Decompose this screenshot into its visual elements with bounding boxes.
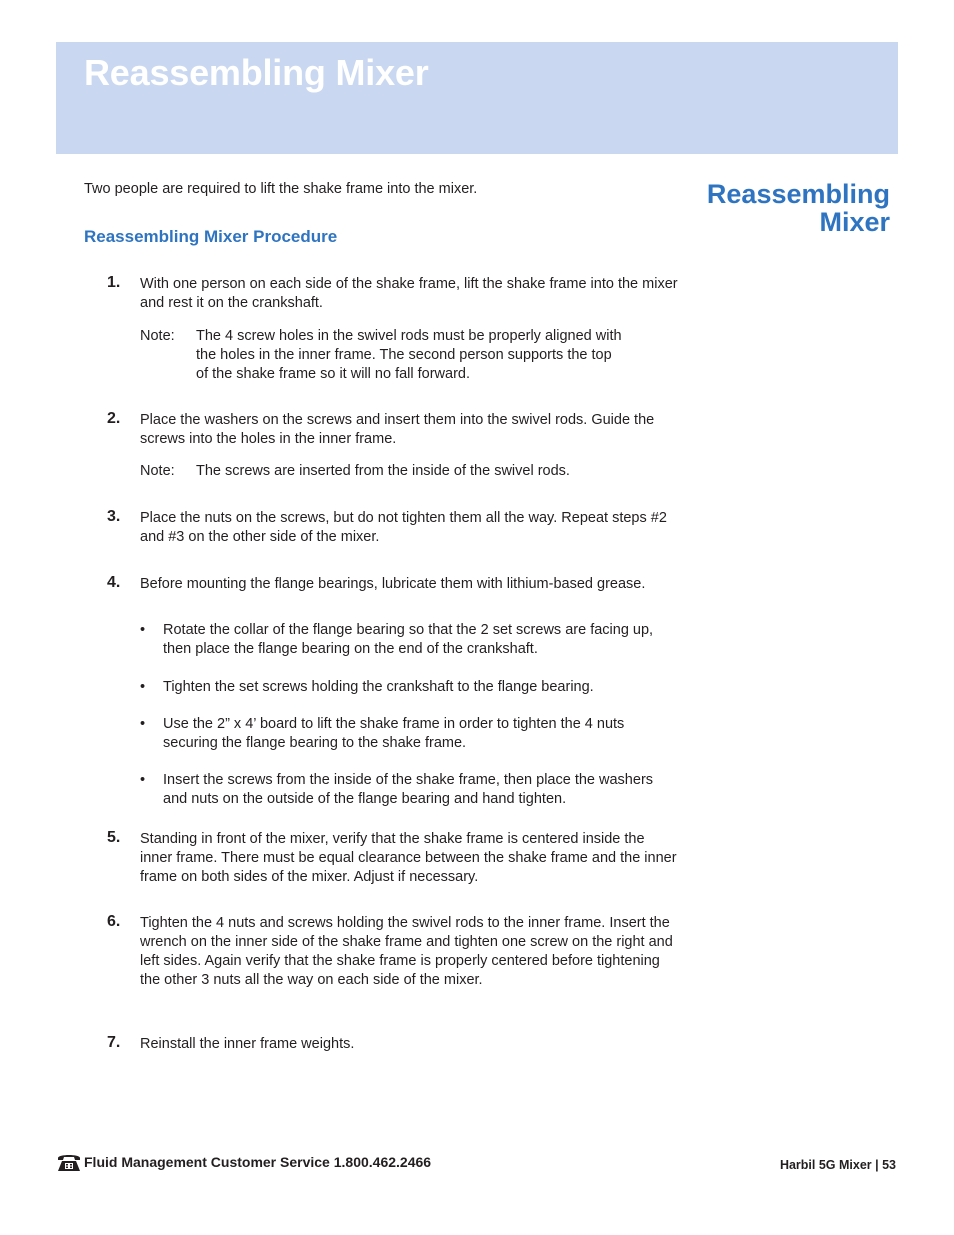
step-text: Tighten the 4 nuts and screws holding the swivel rods to the inner frame. Insert the wrench on the inner side of the shake frame and tighten one screw on the right and left sides. Again verify that the shake frame is properly centered before tightening the other 3 nuts all the way on each side of the mixer. [140, 915, 673, 988]
step-text: Reinstall the inner frame weights. [140, 1036, 355, 1052]
step-text: Before mounting the flange bearings, lubricate them with lithium-based grease. [140, 576, 646, 592]
note-text: The 4 screw holes in the swivel rods must be properly aligned with the holes in the inner frame. The second person supports the top of the shake frame so it will no fall forward. [196, 328, 622, 382]
note-label: Note: [140, 328, 175, 344]
side-title-line2: Mixer [819, 207, 890, 237]
bullet-mark: • [140, 679, 146, 695]
step-number: 1. [107, 274, 121, 291]
step-number: 2. [107, 410, 121, 427]
procedure-heading: Reassembling Mixer Procedure [84, 227, 338, 246]
footer-service [56, 1152, 431, 1172]
bullet-text: Tighten the set screws holding the crankshaft to the flange bearing. [163, 679, 594, 695]
bullet-mark: • [140, 716, 146, 732]
side-title [650, 180, 890, 236]
customer-service-text: Fluid Management Customer Service 1.800.462.2466 [84, 1154, 432, 1170]
step-number: 5. [107, 829, 121, 846]
bullet-mark: • [140, 772, 146, 788]
step-text: Place the washers on the screws and insert them into the swivel rods. Guide the screws into the holes in the inner frame. [140, 412, 655, 447]
bullet-text: Insert the screws from the inside of the shake frame, then place the washers and nuts on the outside of the flange bearing and hand tighten. [163, 772, 654, 807]
bullet-mark: • [140, 622, 146, 638]
header-banner [56, 42, 898, 154]
step-number: 7. [107, 1034, 121, 1051]
bullet-text: Use the 2” x 4’ board to lift the shake frame in order to tighten the 4 nuts securing the flange bearing to the shake frame. [163, 716, 625, 751]
step-number: 6. [107, 913, 121, 930]
note-label: Note: [140, 463, 175, 479]
telephone-icon [56, 1152, 82, 1172]
page-number: Harbil 5G Mixer | 53 [779, 1158, 896, 1172]
step-text: With one person on each side of the shake frame, lift the shake frame into the mixer and rest it on the crankshaft. [140, 276, 678, 311]
bullet-text: Rotate the collar of the flange bearing so that the 2 set screws are facing up, then place the flange bearing on the end of the crankshaft. [163, 622, 654, 657]
intro-text: Two people are required to lift the shake frame into the mixer. [84, 181, 478, 197]
page-title: Reassembling Mixer [84, 52, 429, 93]
step-number: 3. [107, 508, 121, 525]
step-text: Standing in front of the mixer, verify that the shake frame is centered inside the inner frame. There must be equal clearance between the shake frame and the inner frame on both sides of the mixer. Adjust if necessary. [140, 831, 677, 885]
side-title-line1: Reassembling [706, 179, 890, 209]
step-text: Place the nuts on the screws, but do not tighten them all the way. Repeat steps #2 and #3 on the other side of the mixer. [140, 510, 667, 545]
note-text: The screws are inserted from the inside of the swivel rods. [196, 463, 570, 479]
step-number: 4. [107, 574, 121, 591]
